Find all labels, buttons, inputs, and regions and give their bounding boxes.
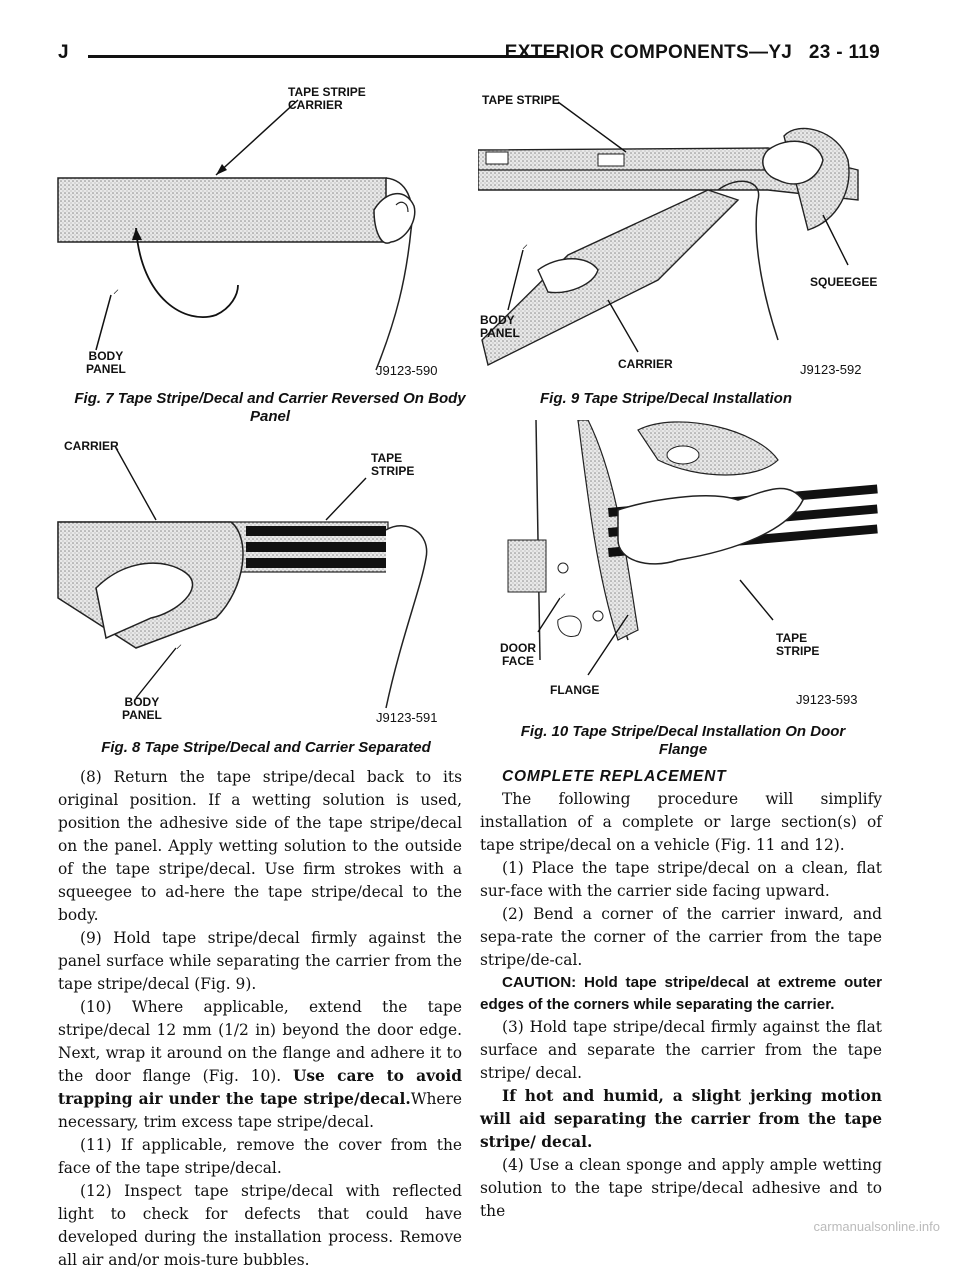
- figure-8: [56, 438, 456, 728]
- fig10-code: J9123-593: [796, 692, 858, 707]
- svg-text:⸝: ⸝: [176, 637, 183, 651]
- fig9-illustration: [478, 80, 888, 380]
- fig9-code: J9123-592: [800, 362, 862, 377]
- step-1: (1) Place the tape stripe/decal on a clean, flat sur-face with the carrier side facing upward.: [480, 859, 882, 900]
- fig7-label-tape-stripe-carrier: TAPE STRIPE CARRIER: [288, 85, 366, 112]
- step-12: (12) Inspect tape stripe/decal with reflected light to check for defects that could have developed during the installation process. Remove all air and/or mois-ture bubbles.: [58, 1182, 462, 1269]
- step-9: (9) Hold tape stripe/decal firmly against the panel surface while separating the carrier from the tape stripe/decal (Fig. 9).: [58, 929, 462, 993]
- header-rule: [88, 55, 558, 58]
- svg-text:⸝: ⸝: [560, 586, 567, 600]
- fig9-label-squeegee: SQUEEGEE: [810, 275, 878, 289]
- fig7-caption: Fig. 7 Tape Stripe/Decal and Carrier Reversed On Body Panel: [74, 390, 466, 425]
- figure-7: [56, 80, 456, 380]
- step-4: (4) Use a clean sponge and apply ample wetting solution to the tape stripe/decal adhesive and to the: [480, 1156, 882, 1220]
- svg-text:⸝: ⸝: [113, 282, 120, 296]
- fig8-label-carrier: CARRIER: [64, 439, 119, 453]
- page-number: 23 - 119: [808, 42, 880, 63]
- step-3: (3) Hold tape stripe/decal firmly against the flat surface and separate the carrier from the tape stripe/ decal.: [480, 1018, 882, 1082]
- step-10: (10) Where applicable, extend the tape stripe/decal 12 mm (1/2 in) beyond the door edge. Next, wrap it around on the flange and adhere it to the door flange (Fig. 10). Use care to avoid trapping air under the tape stripe/decal.Where necessary, trim excess tape stripe/decal.: [58, 998, 462, 1131]
- fig7-code: J9123-590: [376, 363, 438, 378]
- figure-9: [478, 80, 888, 380]
- fig9-label-tape-stripe: TAPE STRIPE: [482, 93, 560, 107]
- fig10-label-door-face: DOOR FACE: [500, 641, 536, 668]
- page-header: [58, 42, 880, 72]
- caution-note: CAUTION: Hold tape stripe/decal at extreme outer edges of the corners while separating the carrier.: [480, 974, 882, 1013]
- fig9-label-carrier: CARRIER: [618, 357, 673, 371]
- fig9-label-body-panel: BODY PANEL: [480, 313, 520, 340]
- watermark: carmanualsonline.info: [813, 1219, 940, 1234]
- left-column: [58, 766, 462, 1272]
- section-letter: J: [58, 42, 69, 63]
- section-title: EXTERIOR COMPONENTS—YJ 23 - 119: [504, 42, 880, 63]
- step-3-emphasis: If hot and humid, a slight jerking motion will aid separating the carrier from the tape stripe/ decal.: [480, 1087, 882, 1151]
- intro-paragraph: The following procedure will simplify installation of a complete or large section(s) of tape stripe/decal on a vehicle (Fig. 11 and 12).: [480, 790, 882, 854]
- step-8: (8) Return the tape stripe/decal back to its original position. If a wetting solution is used, position the adhesive side of the tape stripe/decal on the panel. Apply wetting solution to the outside of the tape stripe/decal. Use firm strokes with a squeegee to ad-here the tape stripe/decal to the body.: [58, 768, 462, 924]
- right-column: [480, 765, 882, 1223]
- step-11: (11) If applicable, remove the cover from the face of the tape stripe/decal.: [58, 1136, 462, 1177]
- fig8-label-tape-stripe: TAPE STRIPE: [371, 451, 415, 478]
- step-10-emphasis: Use care to avoid trapping air under the tape stripe/decal.: [58, 1067, 462, 1108]
- fig8-illustration: [56, 438, 456, 728]
- section-heading: COMPLETE REPLACEMENT: [502, 768, 727, 785]
- fig10-label-flange: FLANGE: [550, 683, 600, 697]
- fig7-label-body-panel: BODY PANEL: [86, 349, 126, 376]
- svg-text:⸝: ⸝: [522, 237, 529, 251]
- fig8-label-body-panel: BODY PANEL: [122, 695, 162, 722]
- fig8-caption: Fig. 8 Tape Stripe/Decal and Carrier Separated: [101, 739, 431, 756]
- figure-10: [478, 420, 888, 720]
- step-2: (2) Bend a corner of the carrier inward, and sepa-rate the corner of the carrier from the tape stripe/de-cal.: [480, 905, 882, 969]
- fig10-label-tape-stripe: TAPE STRIPE: [776, 631, 820, 658]
- fig8-code: J9123-591: [376, 710, 438, 725]
- fig10-illustration: [478, 420, 888, 720]
- fig7-illustration: [56, 80, 456, 380]
- fig9-caption: Fig. 9 Tape Stripe/Decal Installation: [540, 390, 793, 407]
- fig10-caption: Fig. 10 Tape Stripe/Decal Installation On Door Flange: [520, 723, 846, 758]
